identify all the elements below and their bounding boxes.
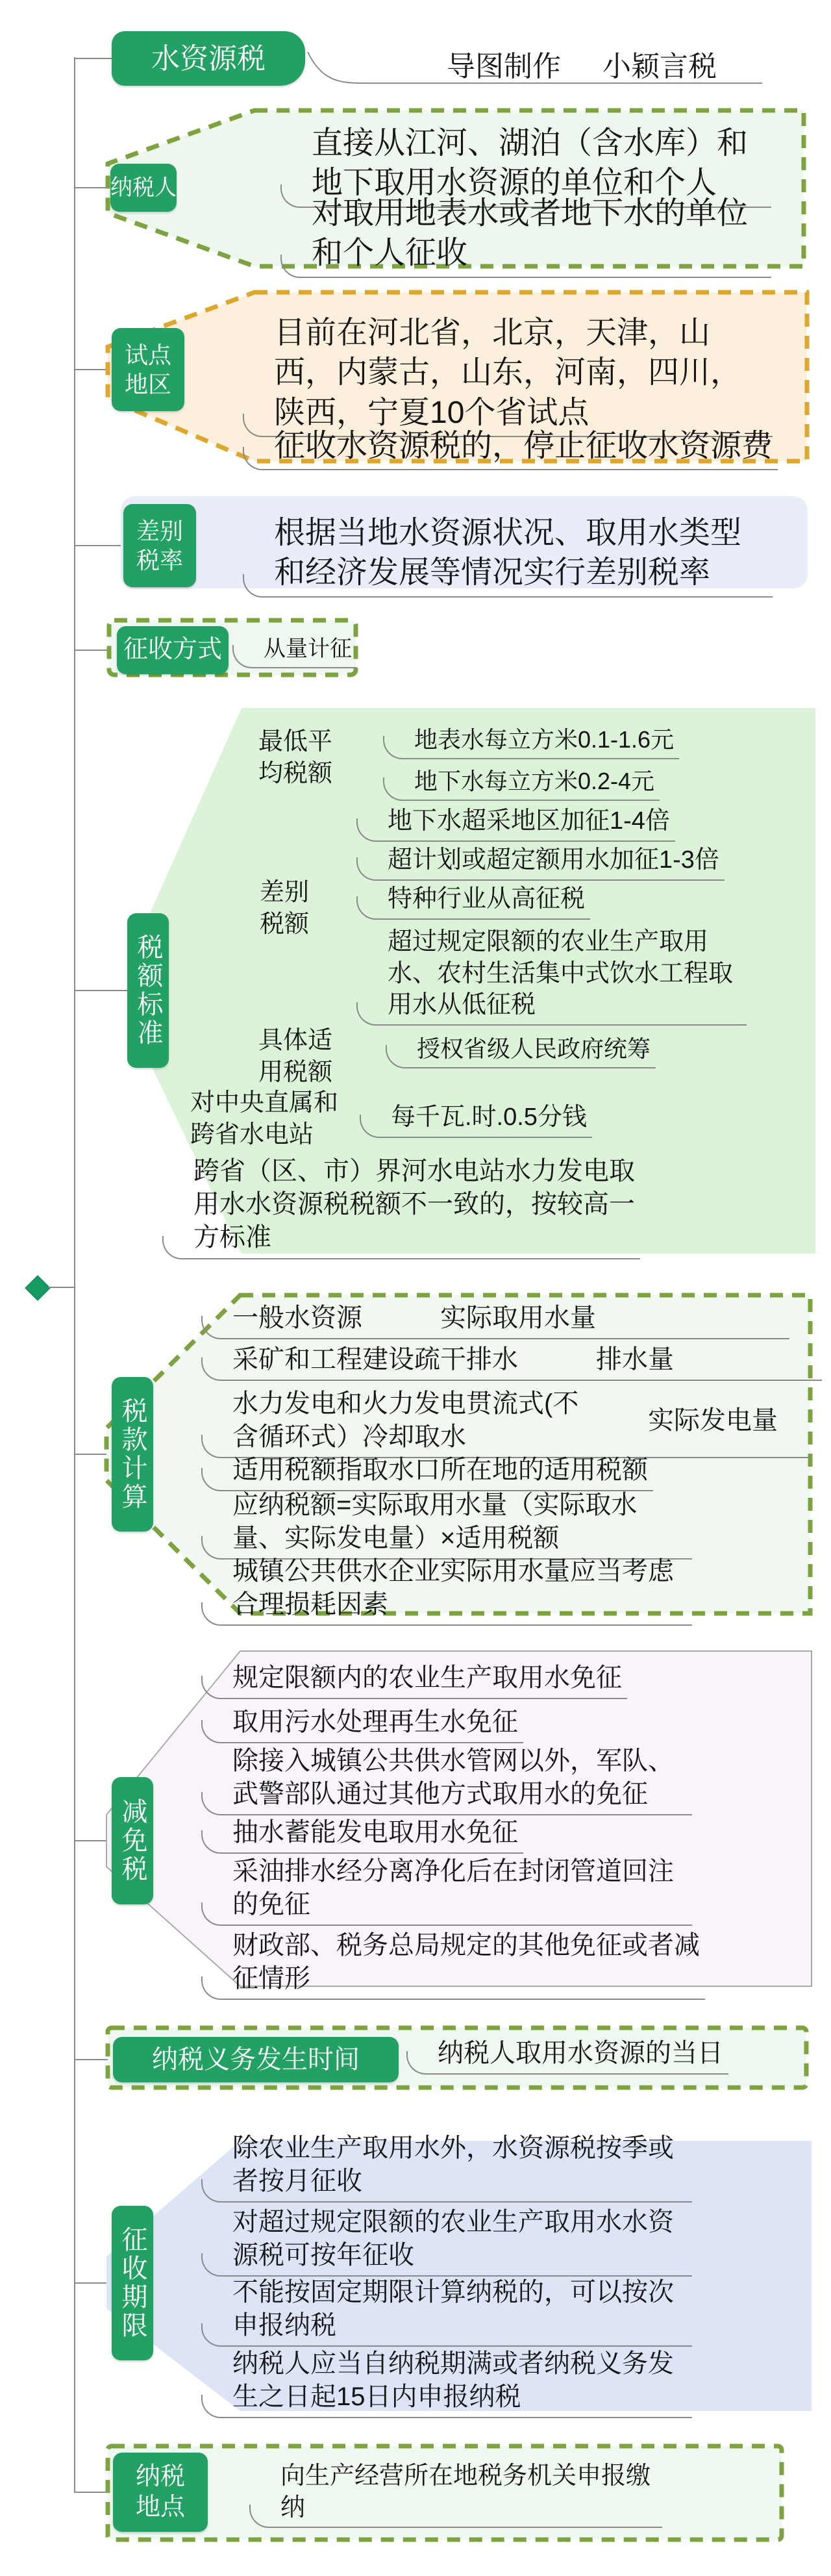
topic-item-pair[interactable] <box>231 1387 809 1458</box>
branch-label: 差别税率 <box>136 518 183 574</box>
topic-item[interactable]: 应纳税额=实际取用水量（实际取水量、实际发电量）×适用税额 <box>231 1489 692 1559</box>
branch-node-taxpayer[interactable] <box>110 164 177 212</box>
connector-line <box>48 1287 74 1288</box>
connector-line <box>74 545 125 546</box>
trunk-line <box>74 57 75 2493</box>
topic-item[interactable]: 授权省级人民政府统筹 <box>416 1034 656 1068</box>
topic-item[interactable]: 纳税人取用水资源的当日 <box>436 2037 728 2075</box>
topic-item[interactable]: 财政部、税务总局规定的其他免征或者减征情形 <box>231 1929 705 2000</box>
subnode-label-differential-amount[interactable]: 差别税额 <box>260 879 310 938</box>
branch-label: 纳税义务发生时间 <box>152 2045 360 2074</box>
topic-item[interactable]: 直接从江河、湖泊（含水库）和地下取用水资源的单位和个人 <box>310 123 771 208</box>
topic-item[interactable]: 征收水资源税的，停止征收水资源费 <box>273 426 778 470</box>
subnode-label-min-average[interactable]: 最低平均税额 <box>258 728 333 787</box>
branch-label: 税额标准 <box>134 933 162 1048</box>
branch-node-tax-relief[interactable] <box>112 1777 153 1904</box>
connector-line <box>74 990 129 991</box>
pair-base: 采矿和工程建设疏干排水 <box>232 1345 518 1374</box>
topic-item[interactable]: 不能按固定期限计算纳税的，可以按次申报纳税 <box>231 2276 692 2347</box>
topic-item[interactable]: 适用税额指取水口所在地的适用税额 <box>231 1454 653 1491</box>
credit-maker: 导图制作 <box>447 51 561 82</box>
branch-label: 试点地区 <box>124 342 171 398</box>
collapse-diamond[interactable] <box>25 1275 51 1301</box>
subnode-label-specific-amount[interactable]: 具体适用税额 <box>258 1027 333 1086</box>
topic-item[interactable]: 每千瓦.时.0.5分钱 <box>390 1102 592 1138</box>
branch-node-tax-standard[interactable] <box>127 913 169 1068</box>
topic-item[interactable]: 跨省（区、市）界河水电站水力发电取用水水资源税税额不一致的，按较高一方标准 <box>192 1155 640 1259</box>
branch-node-levy-method[interactable] <box>117 626 229 674</box>
branch-label: 税款计算 <box>118 1397 147 1511</box>
root-node[interactable] <box>112 31 305 86</box>
credit-line <box>447 43 717 84</box>
topic-item[interactable]: 超过规定限额的农业生产取用水、农村生活集中式饮水工程取用水从低征税 <box>386 926 747 1026</box>
topic-item[interactable]: 除接入城镇公共供水管网以外，军队、武警部队通过其他方式取用水的免征 <box>231 1745 692 1815</box>
branch-label: 减免税 <box>118 1798 147 1884</box>
branch-label: 征收期限 <box>118 2226 147 2340</box>
topic-item[interactable]: 地表水每立方米0.1-1.6元 <box>413 725 679 759</box>
pair-base: 水力发电和火力发电贯流式(不含循环式）冷却取水 <box>232 1389 579 1452</box>
branch-label: 纳税地点 <box>135 2462 185 2521</box>
topic-item[interactable]: 取用污水处理再生水免征 <box>231 1706 523 1743</box>
topic-item[interactable]: 根据当地水资源状况、取用水类型和经济发展等情况实行差别税率 <box>273 513 773 598</box>
topic-item-pair[interactable] <box>231 1343 822 1381</box>
subnode-label-central-hydro[interactable]: 对中央直属和跨省水电站 <box>190 1089 339 1148</box>
topic-item[interactable]: 特种行业从高征税 <box>386 883 590 920</box>
branch-node-obligation-time[interactable] <box>113 2037 399 2082</box>
topic-item[interactable]: 目前在河北省，北京，天津，山西，内蒙古，山东，河南，四川，陕西，宁夏10个省试点 <box>273 313 773 437</box>
topic-item[interactable]: 抽水蓄能发电取用水免征 <box>231 1816 523 1854</box>
topic-item[interactable]: 城镇公共供水企业实际用水量应当考虑合理损耗因素 <box>231 1555 692 1626</box>
topic-item[interactable]: 向生产经营所在地税务机关申报缴纳 <box>279 2460 662 2528</box>
topic-item-pair[interactable] <box>231 1302 789 1339</box>
branch-label: 征收方式 <box>123 636 222 664</box>
topic-item[interactable]: 对取用地表水或者地下水的单位和个人征收 <box>310 194 771 278</box>
pair-basis: 排水量 <box>596 1345 674 1374</box>
root-label: 水资源税 <box>151 42 266 75</box>
branch-node-levy-period[interactable] <box>112 2206 153 2360</box>
branch-node-pilot-areas[interactable] <box>112 328 184 411</box>
topic-item[interactable]: 除农业生产取用水外，水资源税按季或者按月征收 <box>231 2132 692 2203</box>
topic-item[interactable]: 地下水每立方米0.2-4元 <box>413 766 660 801</box>
branch-node-tax-place[interactable] <box>113 2453 208 2532</box>
topic-item[interactable]: 从量计征 <box>262 635 357 668</box>
pair-basis: 实际发电量 <box>648 1406 778 1435</box>
branch-node-differential-rate[interactable] <box>123 504 196 587</box>
pair-base: 一般水资源 <box>232 1304 362 1332</box>
branch-label: 纳税人 <box>110 175 177 200</box>
topic-item[interactable]: 纳税人应当自纳税期满或者纳税义务发生之日起15日内申报纳税 <box>231 2347 692 2418</box>
credit-author: 小颖言税 <box>602 51 717 82</box>
topic-item[interactable]: 地下水超采地区加征1-4倍 <box>386 805 675 842</box>
topic-item[interactable]: 超计划或超定额用水加征1-3倍 <box>386 844 725 881</box>
topic-item[interactable]: 采油排水经分离净化后在封闭管道回注的免征 <box>231 1855 692 1926</box>
pair-basis: 实际取用水量 <box>440 1304 596 1332</box>
connector-line <box>74 58 112 59</box>
branch-node-tax-calculation[interactable] <box>112 1377 153 1532</box>
topic-item[interactable]: 对超过规定限额的农业生产取用水水资源税可按年征收 <box>231 2206 692 2277</box>
topic-item[interactable]: 规定限额内的农业生产取用水免征 <box>231 1661 627 1699</box>
